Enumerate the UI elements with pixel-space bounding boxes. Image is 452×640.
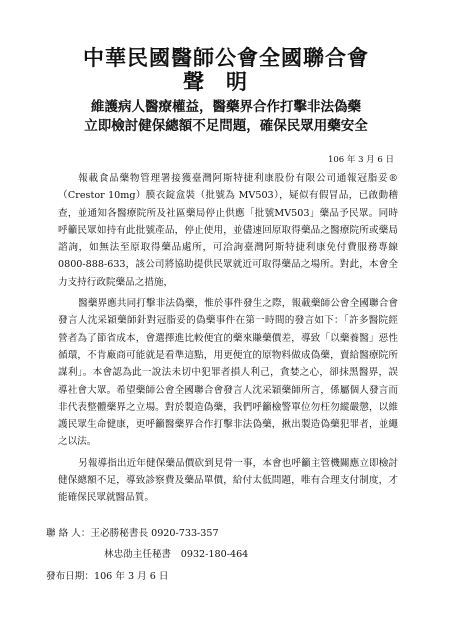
contact-person-1: 聯 絡 人：王必勝秘書長 0920-733-357 xyxy=(46,528,219,539)
subtitle-line-1: 維護病人醫療權益，醫藥界合作打擊非法偽藥 xyxy=(91,99,361,115)
release-date: 發布日期：106 年 3 月 6 日 xyxy=(46,571,169,582)
document-type-heading: 聲明 xyxy=(183,70,269,94)
subtitle-line-2: 立即檢討健保總額不足問題，確保民眾用藥安全 xyxy=(84,118,368,134)
issue-date: 106 年 3 月 6 日 xyxy=(327,155,394,165)
paragraph: 醫藥界應共同打擊非法偽藥，惟於事件發生之際，報載藥師公會全國聯合會發言人沈采穎藥師針對冠脂妥的偽藥事件在第一時間的發言如下：「許多醫院經營者為了節省成本，會選擇進比較便宜的藥來賺藥價差，導致「以藥養醫」惡性循環，不肯廠商可能就是看準這點，用更便宜的原物料做成偽藥，賣給醫療院所謀利」。本會認為此一說法未切中犯罪者損人利己，貪婪之心，卻抹黑醫界，誤導社會大眾。希望藥師公會全國聯合會發言人沈采穎藥師所言，係屬個人發言而非代表整體藥界之立場。對於製造偽藥，我們呼籲檢警單位勿枉勿縱嚴懲，以維護民眾生命健康，更呼籲醫藥界合作打擊非法偽藥，揪出製造偽藥犯罪者，並繩之以法。 xyxy=(58,298,398,448)
organization-title: 中華民國醫師公會全國聯合會 xyxy=(83,46,369,70)
paragraph: 報載食品藥物管理署接獲臺灣阿斯特捷利康股份有限公司通報冠脂妥®（Crestor 10mg）膜衣錠盒裝（批號為 MV503），疑似有假冒品，已啟動稽查，並通知各醫療院所及社區藥局停止供應「批號MV503」藥品予民眾。同時呼籲民眾如持有此批號產品，停止使用，並儘速回原取得藥品之醫療院所或藥局諮詢，如無法至原取得藥品處所，可洽詢臺灣阿斯特捷利康免付費服務專線0800-888-633，該公司將協助提供民眾就近可取得藥品之場所。對此，本會全力支持行政院藥品之措施， xyxy=(58,173,398,288)
paragraph: 另報導指出近年健保藥品價砍到見骨一事，本會也呼籲主管機關應立即檢討健保總額不足，導致診察費及藥品單價，給付太低問題，唯有合理支付制度，才能確保民眾就醫品質。 xyxy=(58,457,398,504)
contact-person-2: 林忠劭主任秘書 0932-180-464 xyxy=(104,549,249,560)
statement-body xyxy=(58,170,398,511)
